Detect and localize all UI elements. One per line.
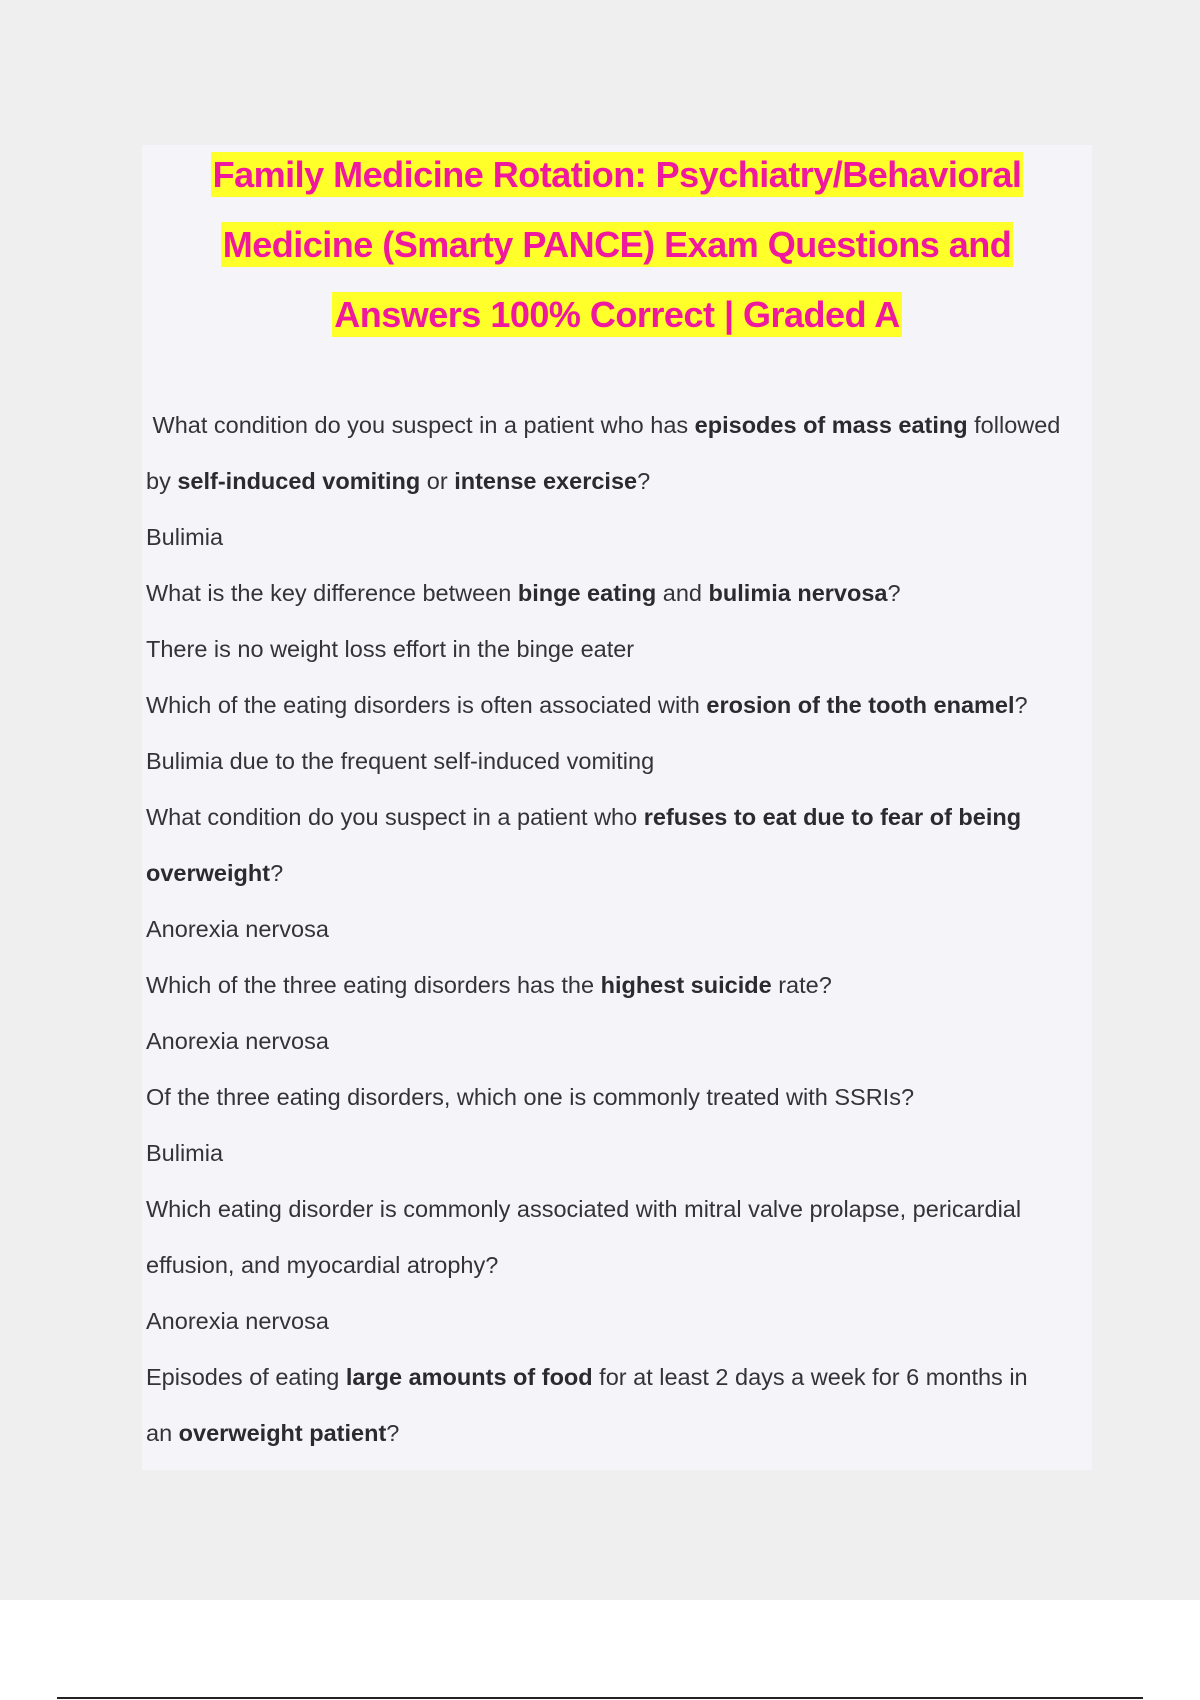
question-line	[146, 1349, 1096, 1405]
bold-term: binge eating	[517, 580, 657, 606]
question-answer-list	[146, 397, 1096, 1461]
line-text: Which of the eating disorders is often associated with	[146, 692, 707, 718]
answer-line	[146, 621, 1096, 677]
question-line	[146, 1237, 1096, 1293]
answer-line	[146, 1013, 1096, 1069]
bold-term: overweight patient	[178, 1420, 387, 1446]
question-line	[146, 1405, 1096, 1461]
answer-line	[146, 509, 1096, 565]
line-text: ?	[887, 580, 901, 606]
question-line	[146, 789, 1096, 845]
question-line	[146, 1181, 1096, 1237]
question-line	[146, 453, 1096, 509]
bold-term: overweight	[146, 860, 271, 886]
bold-term: highest suicide	[600, 972, 772, 998]
bold-term: episodes of mass eating	[694, 412, 968, 438]
line-text: ?	[1014, 692, 1028, 718]
bold-term: bulimia nervosa	[708, 580, 888, 606]
line-text: Anorexia nervosa	[146, 916, 329, 942]
line-text: Anorexia nervosa	[146, 1308, 329, 1334]
line-text: or	[420, 468, 455, 494]
line-text: There is no weight loss effort in the binge eater	[146, 636, 635, 662]
line-text: What condition do you suspect in a patient who has	[146, 412, 695, 438]
question-line	[146, 1069, 1096, 1125]
line-text: Bulimia	[146, 524, 224, 550]
document-title	[142, 140, 1092, 350]
line-text: Bulimia due to the frequent self-induced vomiting	[146, 748, 655, 774]
question-line	[146, 957, 1096, 1013]
answer-line	[146, 733, 1096, 789]
line-text: and	[656, 580, 709, 606]
line-text: Of the three eating disorders, which one is commonly treated with SSRIs?	[146, 1084, 915, 1110]
line-text: by	[146, 468, 178, 494]
line-text: ?	[637, 468, 651, 494]
line-text: Which eating disorder is commonly associated with mitral valve prolapse, pericardial	[146, 1196, 1022, 1222]
line-text: effusion, and myocardial atrophy?	[146, 1252, 499, 1278]
answer-line	[146, 901, 1096, 957]
line-text: What condition do you suspect in a patient who	[146, 804, 644, 830]
line-text: followed	[967, 412, 1061, 438]
bold-term: refuses to eat due to fear of being	[643, 804, 1022, 830]
title-line-2: Medicine (Smarty PANCE) Exam Questions and	[222, 224, 1012, 265]
line-text: rate?	[771, 972, 832, 998]
bold-term: large amounts of food	[345, 1364, 593, 1390]
title-line-3: Answers 100% Correct | Graded A	[334, 294, 900, 335]
bold-term: intense exercise	[454, 468, 638, 494]
line-text: Anorexia nervosa	[146, 1028, 329, 1054]
question-line	[146, 565, 1096, 621]
line-text: for at least 2 days a week for 6 months in	[592, 1364, 1028, 1390]
line-text: an	[146, 1420, 179, 1446]
bold-term: erosion of the tooth enamel	[706, 692, 1015, 718]
title-line-1: Family Medicine Rotation: Psychiatry/Behavioral	[212, 154, 1022, 195]
line-text: Bulimia	[146, 1140, 224, 1166]
question-line	[146, 397, 1096, 453]
line-text: Which of the three eating disorders has the	[146, 972, 601, 998]
footer-divider	[57, 1697, 1143, 1699]
answer-line	[146, 1293, 1096, 1349]
bold-term: self-induced vomiting	[177, 468, 421, 494]
line-text: ?	[386, 1420, 400, 1446]
question-line	[146, 677, 1096, 733]
line-text: ?	[270, 860, 284, 886]
question-line	[146, 845, 1096, 901]
answer-line	[146, 1125, 1096, 1181]
line-text: What is the key difference between	[146, 580, 518, 606]
line-text: Episodes of eating	[146, 1364, 346, 1390]
